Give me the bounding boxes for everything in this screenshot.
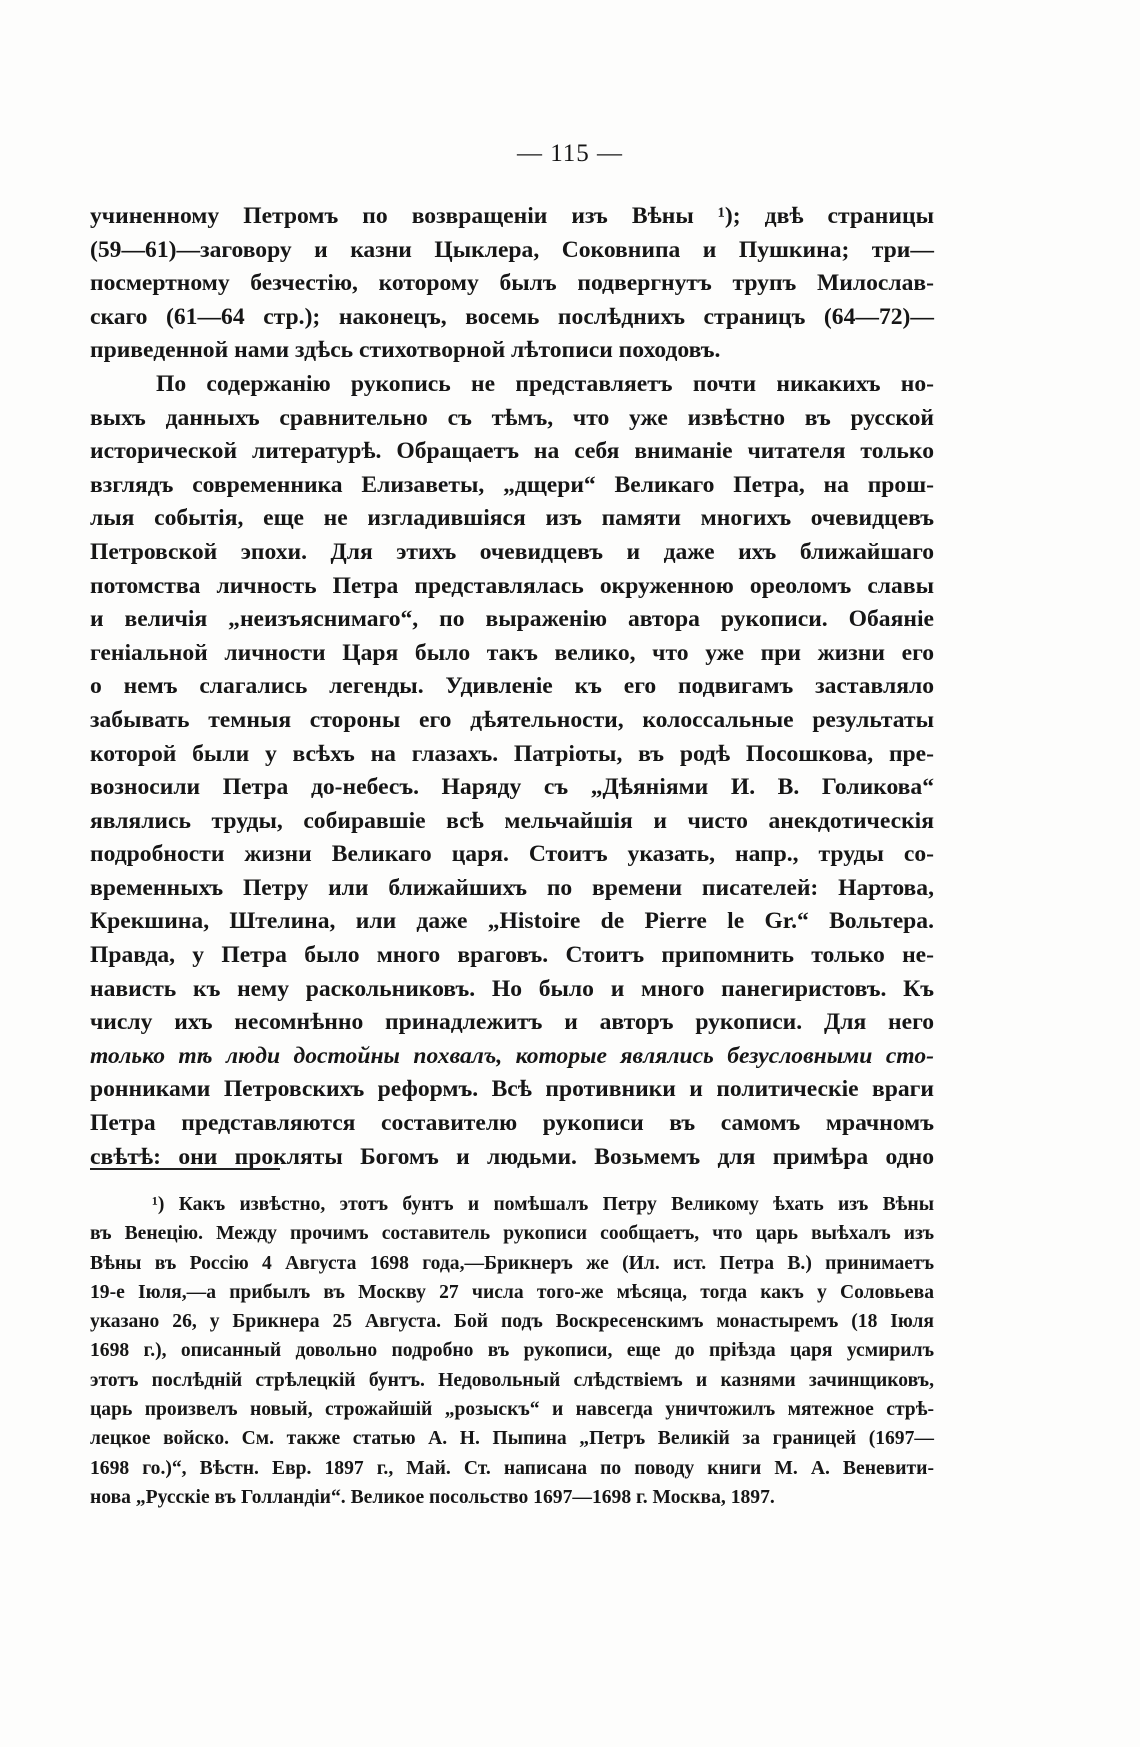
text-line: взглядъ современника Елизаветы, „дщери“ Великаго Петра, на прош- bbox=[90, 471, 934, 498]
text-line: и величія „неизъяснимаго“, по выраженію автора рукописи. Обаяніе bbox=[90, 606, 934, 633]
footnote-separator bbox=[90, 1168, 280, 1170]
page-number: — 115 — bbox=[516, 140, 624, 167]
text-line: Правда, у Петра было много враговъ. Стоитъ припомнить только не- bbox=[90, 942, 934, 969]
text-line: исторической литературѣ. Обращаетъ на себя вниманіе читателя только bbox=[90, 438, 934, 465]
text-line: нависть къ нему раскольниковъ. Но было и много панегиристовъ. Къ bbox=[90, 975, 934, 1002]
text-line: о немъ слагались легенды. Удивленіе къ его подвигамъ заставляло bbox=[90, 673, 934, 700]
text-line: временныхъ Петру или ближайшихъ по времени писателей: Нартова, bbox=[90, 874, 934, 901]
footnote-line: указано 26, у Брикнера 25 Августа. Бой подъ Воскресенскимъ монастыремъ (18 Іюля bbox=[90, 1311, 934, 1333]
footnote-line: нова „Русскіе въ Голландіи“. Великое посольство 1697—1698 г. Москва, 1897. bbox=[90, 1486, 775, 1508]
text-line: Петровской эпохи. Для этихъ очевидцевъ и даже ихъ ближайшаго bbox=[90, 538, 934, 565]
text-line: посмертному безчестію, которому былъ подвергнутъ трупъ Милослав- bbox=[90, 270, 934, 297]
main-text bbox=[90, 200, 934, 1174]
text-line: которой были у всѣхъ на глазахъ. Патріоты, въ родѣ Посошкова, пре- bbox=[90, 740, 934, 767]
text-line: числу ихъ несомнѣнно принадлежитъ и авторъ рукописи. Для него bbox=[90, 1009, 934, 1036]
footnote bbox=[90, 1190, 934, 1512]
text-line: учиненному Петромъ по возвращеніи изъ Вѣны ¹); двѣ страницы bbox=[90, 203, 934, 229]
text-line: (59—61)—заговору и казни Цыклера, Соковнипа и Пушкина; три— bbox=[90, 236, 934, 263]
footnote-line: 1698 г.), описанный довольно подробно въ рукописи, еще до пріѣзда царя усмирилъ bbox=[90, 1340, 934, 1362]
text-line: подробности жизни Великаго царя. Стоитъ указать, напр., труды со- bbox=[90, 841, 934, 868]
text-line: свѣтѣ: они прокляты Богомъ и людьми. Возьмемъ для примѣра одно bbox=[90, 1143, 934, 1170]
footnote-line: царь произвелъ новый, строжайшій „розыскъ“ и навсегда уничтожилъ мятежное стрѣ- bbox=[90, 1399, 934, 1421]
text-line: геніальной личности Царя было такъ велико, что уже при жизни его bbox=[90, 639, 934, 666]
paragraph-first-line: По содержанію рукопись не представляетъ почти никакихъ но- bbox=[156, 370, 934, 397]
text-line: потомства личность Петра представлялась окруженною ореоломъ славы bbox=[90, 572, 934, 599]
footnote-line: лецкое войско. См. также статью А. Н. Пыпина „Петръ Великій за границей (1697— bbox=[90, 1428, 934, 1450]
text-line: забывать темныя стороны его дѣятельности, колоссальные результаты bbox=[90, 706, 934, 733]
footnote-line: ¹) Какъ извѣстно, этотъ бунтъ и помѣшалъ Петру Великому ѣхать изъ Вѣны bbox=[152, 1194, 934, 1215]
footnote-line: въ Венецію. Между прочимъ составитель рукописи сообщаетъ, что царь выѣхалъ изъ bbox=[90, 1223, 934, 1245]
text-line: приведенной нами здѣсь стихотворной лѣтописи походовъ. bbox=[90, 337, 721, 364]
text-line: скаго (61—64 стр.); наконецъ, восемь послѣднихъ страницъ (64—72)— bbox=[90, 303, 934, 330]
footnote-line: этотъ послѣдній стрѣлецкій бунтъ. Недовольный слѣдствіемъ и казнями зачинщиковъ, bbox=[90, 1369, 934, 1391]
text-line: выхъ данныхъ сравнительно съ тѣмъ, что уже извѣстно въ русской bbox=[90, 404, 934, 431]
text-line: Петра представляются составителю рукописи въ самомъ мрачномъ bbox=[90, 1110, 934, 1137]
italic-text-line: только тѣ люди достойны похвалъ, которые являлись безусловными сто- bbox=[90, 1042, 934, 1069]
text-line: возносили Петра до-небесъ. Наряду съ „Дѣяніями И. В. Голикова“ bbox=[90, 774, 934, 801]
text-line: лыя событія, еще не изгладившіяся изъ памяти многихъ очевидцевъ bbox=[90, 505, 934, 532]
text-line: являлись труды, собиравшіе всѣ мельчайшія и чисто анекдотическія bbox=[90, 807, 934, 834]
text-line: ронниками Петровскихъ реформъ. Всѣ противники и политическіе враги bbox=[90, 1076, 934, 1103]
footnote-line: 19-е Іюля,—а прибылъ въ Москву 27 числа того-же мѣсяца, тогда какъ у Соловьева bbox=[90, 1281, 934, 1303]
footnote-line: 1698 го.)“, Вѣстн. Евр. 1897 г., Май. Ст. написана по поводу книги М. А. Веневити- bbox=[90, 1457, 934, 1479]
footnote-line: Вѣны въ Россію 4 Августа 1698 года,—Брикнеръ же (Ил. ист. Петра В.) принимаетъ bbox=[90, 1252, 934, 1274]
text-line: Крекшина, Штелина, или даже „Histoire de Pierre le Gr.“ Вольтера. bbox=[90, 908, 934, 935]
